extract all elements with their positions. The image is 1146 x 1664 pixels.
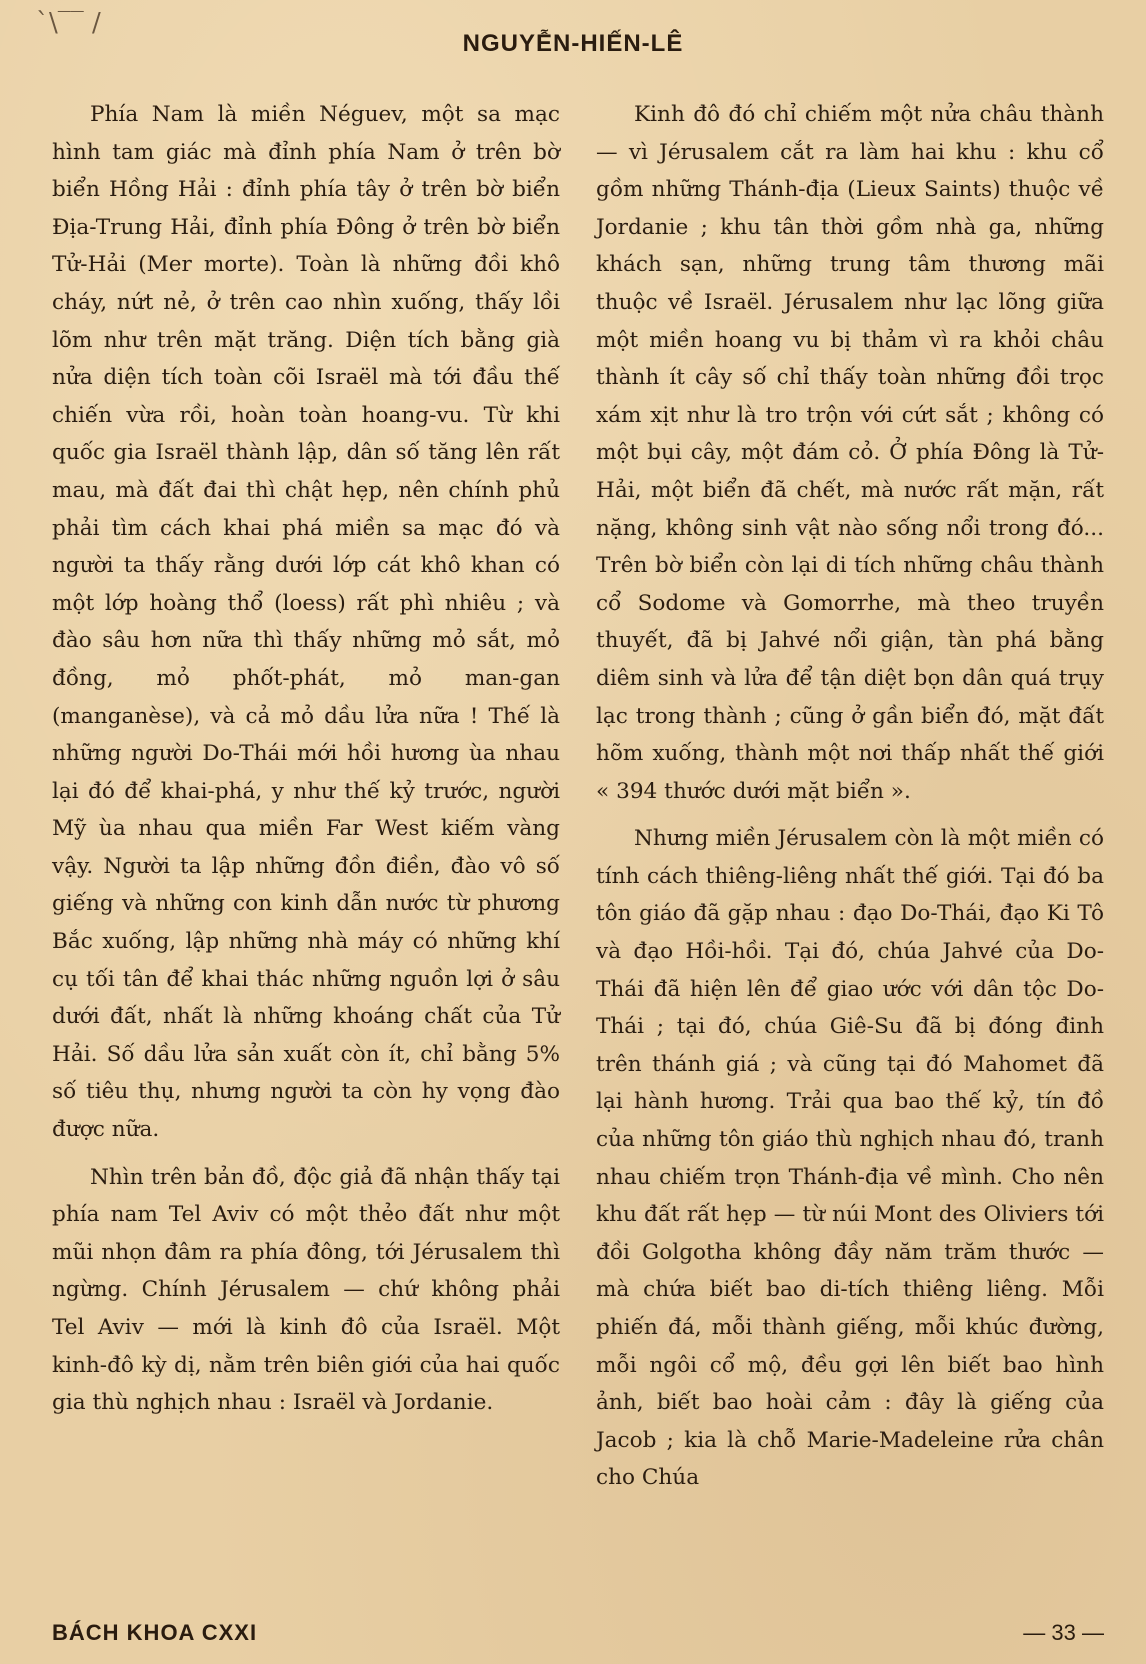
margin-marks: `\‾‾ /: [36, 8, 101, 38]
page-footer: [52, 1620, 1104, 1646]
paragraph: Nhưng miền Jérusalem còn là một miền có tính cách thiêng-liêng nhất thế giới. Tại đó ba tôn giáo đã gặp nhau : đạo Do-Thái, đạo Ki Tô và đạo Hồi-hồi. Tại đó, chúa Jahvé của Do-Thái đã hiện lên để giao ước với dân tộc Do-Thái ; tại đó, chúa Giê-Su đã bị đóng đinh trên thánh giá ; và cũng tại đó Mahomet đã lại hành hương. Trải qua bao thế kỷ, tín đồ của những tôn giáo thù nghịch nhau đó, tranh nhau chiếm trọn Thánh-địa về mình. Cho nên khu đất rất hẹp — từ núi Mont des Oliviers tới đồi Golgotha không đầy năm trăm thước — mà chứa biết bao di-tích thiêng liêng. Mỗi phiến đá, mỗi thành giếng, mỗi khúc đường, mỗi ngôi cổ mộ, đều gợi lên biết bao hình ảnh, biết bao hoài cảm : đây là giếng của Jacob ; kia là chỗ Marie-Madeleine rửa chân cho Chúa: [596, 826, 1104, 1491]
page-number: — 33 —: [1023, 1620, 1104, 1645]
paragraph: Nhìn trên bản đồ, độc giả đã nhận thấy tại phía nam Tel Aviv có một thẻo đất như một mũi nhọn đâm ra phía đông, tới Jérusalem thì ngừng. Chính Jérusalem — chứ không phải Tel Aviv — mới là kinh đô của Israël. Một kinh-đô kỳ dị, nằm trên biên giới của hai quốc gia thù nghịch nhau : Israël và Jordanie.: [52, 1164, 560, 1416]
running-header: NGUYỄN-HIẾN-LÊ: [462, 30, 684, 57]
right-column: [596, 96, 1104, 1507]
paragraph: Kinh đô đó chỉ chiếm một nửa châu thành — vì Jérusalem cắt ra làm hai khu : khu cổ gồm những Thánh-địa (Lieux Saints) thuộc về Jordanie ; khu tân thời gồm nhà ga, những khách sạn, những trung tâm thương mãi thuộc về Israël. Jérusalem như lạc lõng giữa một miền hoang vu bị thảm vì ra khỏi châu thành ít cây số chỉ thấy toàn những đồi trọc xám xịt như là tro trộn với cứt sắt ; không có một bụi cây, một đám cỏ. Ở phía Đông là Tử-Hải, một biển đã chết, mà nước rất mặn, rất nặng, không sinh vật nào sống nổi trong đó... Trên bờ biển còn lại di tích những châu thành cổ Sodome và Gomorrhe, mà theo truyền thuyết, đã bị Jahvé nổi giận, tàn phá bằng diêm sinh và lửa để tận diệt bọn dân quá trụy lạc trong thành ; cũng ở gần biển đó, mặt đất hõm xuống, thành một nơi thấp nhất thế giới « 394 thước dưới mặt biển ».: [596, 102, 1104, 804]
text-columns: [52, 96, 1104, 1507]
publication-name: BÁCH KHOA CXXI: [52, 1620, 258, 1645]
left-column: [52, 96, 560, 1507]
paragraph: Phía Nam là miền Néguev, một sa mạc hình tam giác mà đỉnh phía Nam ở trên bờ biển Hồng Hải : đỉnh phía tây ở trên bờ biển Địa-Trung Hải, đỉnh phía Đông ở trên bờ biển Tử-Hải (Mer morte). Toàn là những đồi khô cháy, nứt nẻ, ở trên cao nhìn xuống, thấy lồi lõm như trên mặt trăng. Diện tích bằng già nửa diện tích toàn cõi Israël mà tới đầu thế chiến vừa rồi, hoàn toàn hoang-vu. Từ khi quốc gia Israël thành lập, dân số tăng lên rất mau, mà đất đai thì chật hẹp, nên chính phủ phải tìm cách khai phá miền sa mạc đó và người ta thấy rằng dưới lớp cát khô khan có một lớp hoàng thổ (loess) rất phì nhiêu ; và đào sâu hơn nữa thì thấy những mỏ sắt, mỏ đồng, mỏ phốt-phát, mỏ man-gan (manganèse), và cả mỏ dầu lửa nữa ! Thế là những người Do-Thái mới hồi hương ùa nhau lại đó để khai-phá, y như thế kỷ trước, người Mỹ ùa nhau qua miền Far West kiếm vàng vậy. Người ta lập những đồn điền, đào vô số giếng và những con kinh dẫn nước từ phương Bắc xuống, lập những nhà máy có những khí cụ tối tân để khai thác những nguồn lợi ở sâu dưới đất, nhất là những khoáng chất của Tử Hải. Số dầu lửa sản xuất còn ít, chỉ bằng 5% số tiêu thụ, nhưng người ta còn hy vọng đào được nữa.: [52, 102, 560, 1143]
